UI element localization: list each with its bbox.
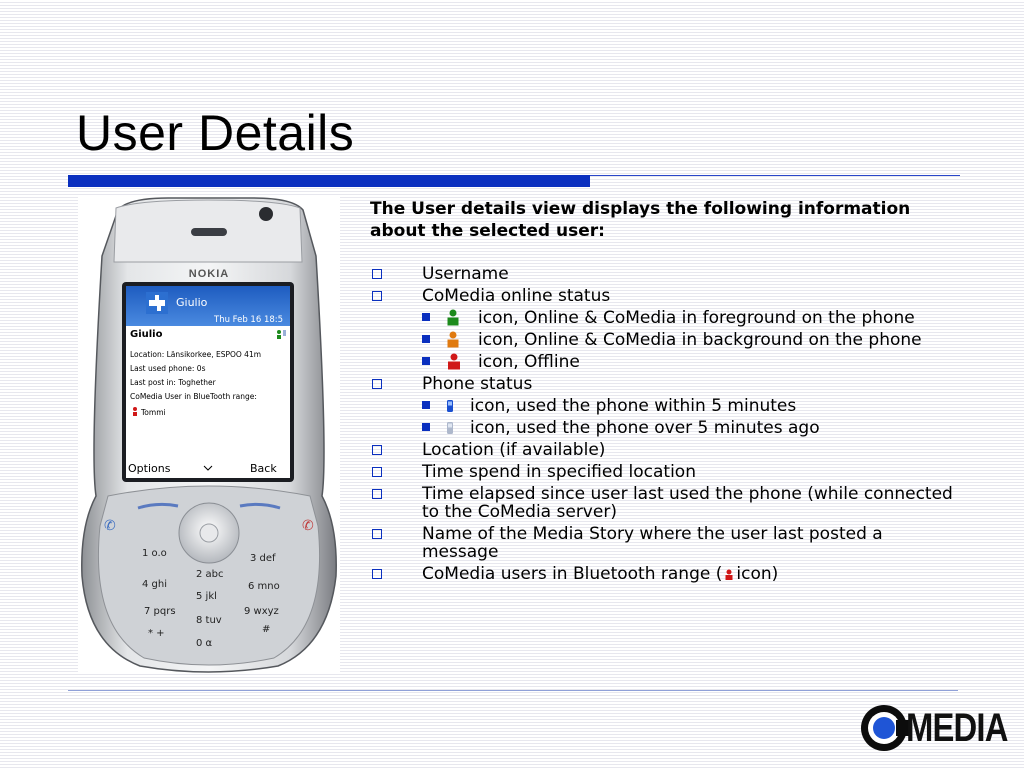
hollow-square-bullet-icon bbox=[372, 269, 382, 279]
hollow-square-bullet-icon bbox=[372, 569, 382, 579]
end-key[interactable]: ✆ bbox=[302, 518, 314, 534]
screen-line-location: Location: Länsikorkee, ESPOO 41m bbox=[130, 350, 262, 359]
item-text: Location (if available) bbox=[422, 440, 606, 460]
call-key[interactable]: ✆ bbox=[104, 518, 116, 534]
phone-brand: NOKIA bbox=[188, 268, 230, 280]
key-0[interactable]: 0 ⍺ bbox=[196, 638, 213, 649]
screen-line-bluetooth: CoMedia User in BlueTooth range: bbox=[130, 392, 257, 401]
screen-line-last-used: Last used phone: 0s bbox=[130, 364, 206, 373]
red-person-icon bbox=[446, 353, 462, 375]
softkey-options[interactable]: Options bbox=[128, 462, 171, 475]
item-text: Name of the Media Story where the user last posted a message bbox=[422, 524, 883, 562]
camera-lens bbox=[259, 207, 273, 221]
green-person-icon bbox=[446, 309, 460, 331]
list-item-username bbox=[370, 265, 960, 283]
item-text: Time elapsed since user last used the phone (while connected to the CoMedia server) bbox=[422, 484, 953, 522]
logo-text: MEDIA bbox=[906, 706, 1008, 750]
hollow-square-bullet-icon bbox=[372, 529, 382, 539]
list-item-bluetooth bbox=[370, 565, 960, 585]
softkey-back[interactable]: Back bbox=[250, 462, 277, 475]
item-text-prefix: CoMedia users in Bluetooth range ( bbox=[422, 564, 723, 584]
item-text: icon, Online & CoMedia in foreground on the phone bbox=[478, 308, 915, 328]
key-hash[interactable]: # bbox=[262, 624, 271, 635]
list-item-time-spend bbox=[370, 463, 960, 481]
item-text-suffix: icon) bbox=[736, 564, 779, 584]
key-9[interactable]: 9 wxyz bbox=[244, 606, 279, 617]
screen-header-name: Giulio bbox=[176, 296, 208, 309]
list-item-media-story bbox=[370, 525, 960, 561]
item-text: icon, Online & CoMedia in background on the phone bbox=[478, 330, 922, 350]
key-7[interactable]: 7 pqrs bbox=[144, 606, 176, 617]
orange-person-icon bbox=[446, 331, 460, 353]
item-text: Username bbox=[422, 264, 509, 284]
list-item-location bbox=[370, 441, 960, 459]
hollow-square-bullet-icon bbox=[372, 291, 382, 301]
hollow-square-bullet-icon bbox=[372, 379, 382, 389]
screen-nearby-user: Tommi bbox=[141, 408, 166, 417]
key-5[interactable]: 5 jkl bbox=[196, 591, 217, 602]
hollow-square-bullet-icon bbox=[372, 445, 382, 455]
item-text: icon, used the phone within 5 minutes bbox=[470, 396, 797, 416]
key-8[interactable]: 8 tuv bbox=[196, 615, 222, 626]
sublist-item-phone-old bbox=[422, 419, 960, 437]
content-area bbox=[370, 198, 960, 589]
item-text: Time spend in specified location bbox=[422, 462, 696, 482]
key-star[interactable]: * + bbox=[148, 628, 165, 639]
sublist-item-offline bbox=[422, 353, 960, 371]
list-item-online-status bbox=[370, 287, 960, 305]
earpiece bbox=[191, 228, 227, 236]
red-person-small-icon bbox=[724, 567, 734, 585]
sublist-item-online-background bbox=[422, 331, 960, 349]
intro-text: The User details view displays the following information about the selected user: bbox=[370, 199, 911, 241]
screen-datetime: Thu Feb 16 18:5 bbox=[214, 315, 284, 325]
screen-user-name: Giulio bbox=[130, 329, 163, 340]
key-6[interactable]: 6 mno bbox=[248, 581, 280, 592]
item-text: icon, used the phone over 5 minutes ago bbox=[470, 418, 820, 438]
grey-phone-icon bbox=[446, 421, 454, 439]
key-1[interactable]: 1 o.o bbox=[142, 548, 167, 559]
comedia-logo bbox=[858, 700, 1014, 756]
filled-square-bullet-icon bbox=[422, 313, 430, 321]
filled-square-bullet-icon bbox=[422, 401, 430, 409]
title-underline-line bbox=[590, 175, 960, 176]
hollow-square-bullet-icon bbox=[372, 467, 382, 477]
slide-title: User Details bbox=[76, 105, 355, 161]
sublist-item-phone-recent bbox=[422, 397, 960, 415]
filled-square-bullet-icon bbox=[422, 357, 430, 365]
item-text: Phone status bbox=[422, 374, 533, 394]
filled-square-bullet-icon bbox=[422, 335, 430, 343]
hollow-square-bullet-icon bbox=[372, 489, 382, 499]
title-underline-bar bbox=[68, 175, 590, 187]
sublist-item-online-foreground bbox=[422, 309, 960, 327]
filled-square-bullet-icon bbox=[422, 423, 430, 431]
key-3[interactable]: 3 def bbox=[250, 553, 276, 564]
footer-divider bbox=[68, 690, 958, 691]
key-4[interactable]: 4 ghi bbox=[142, 579, 168, 590]
list-item-time-elapsed bbox=[370, 485, 960, 521]
item-text: CoMedia online status bbox=[422, 286, 611, 306]
blue-phone-icon bbox=[446, 399, 454, 417]
list-item-phone-status bbox=[370, 375, 960, 393]
phone-image bbox=[78, 196, 340, 674]
item-text: icon, Offline bbox=[478, 352, 580, 372]
screen-line-last-post: Last post in: Toghether bbox=[130, 378, 216, 387]
key-2[interactable]: 2 abc bbox=[196, 569, 224, 580]
